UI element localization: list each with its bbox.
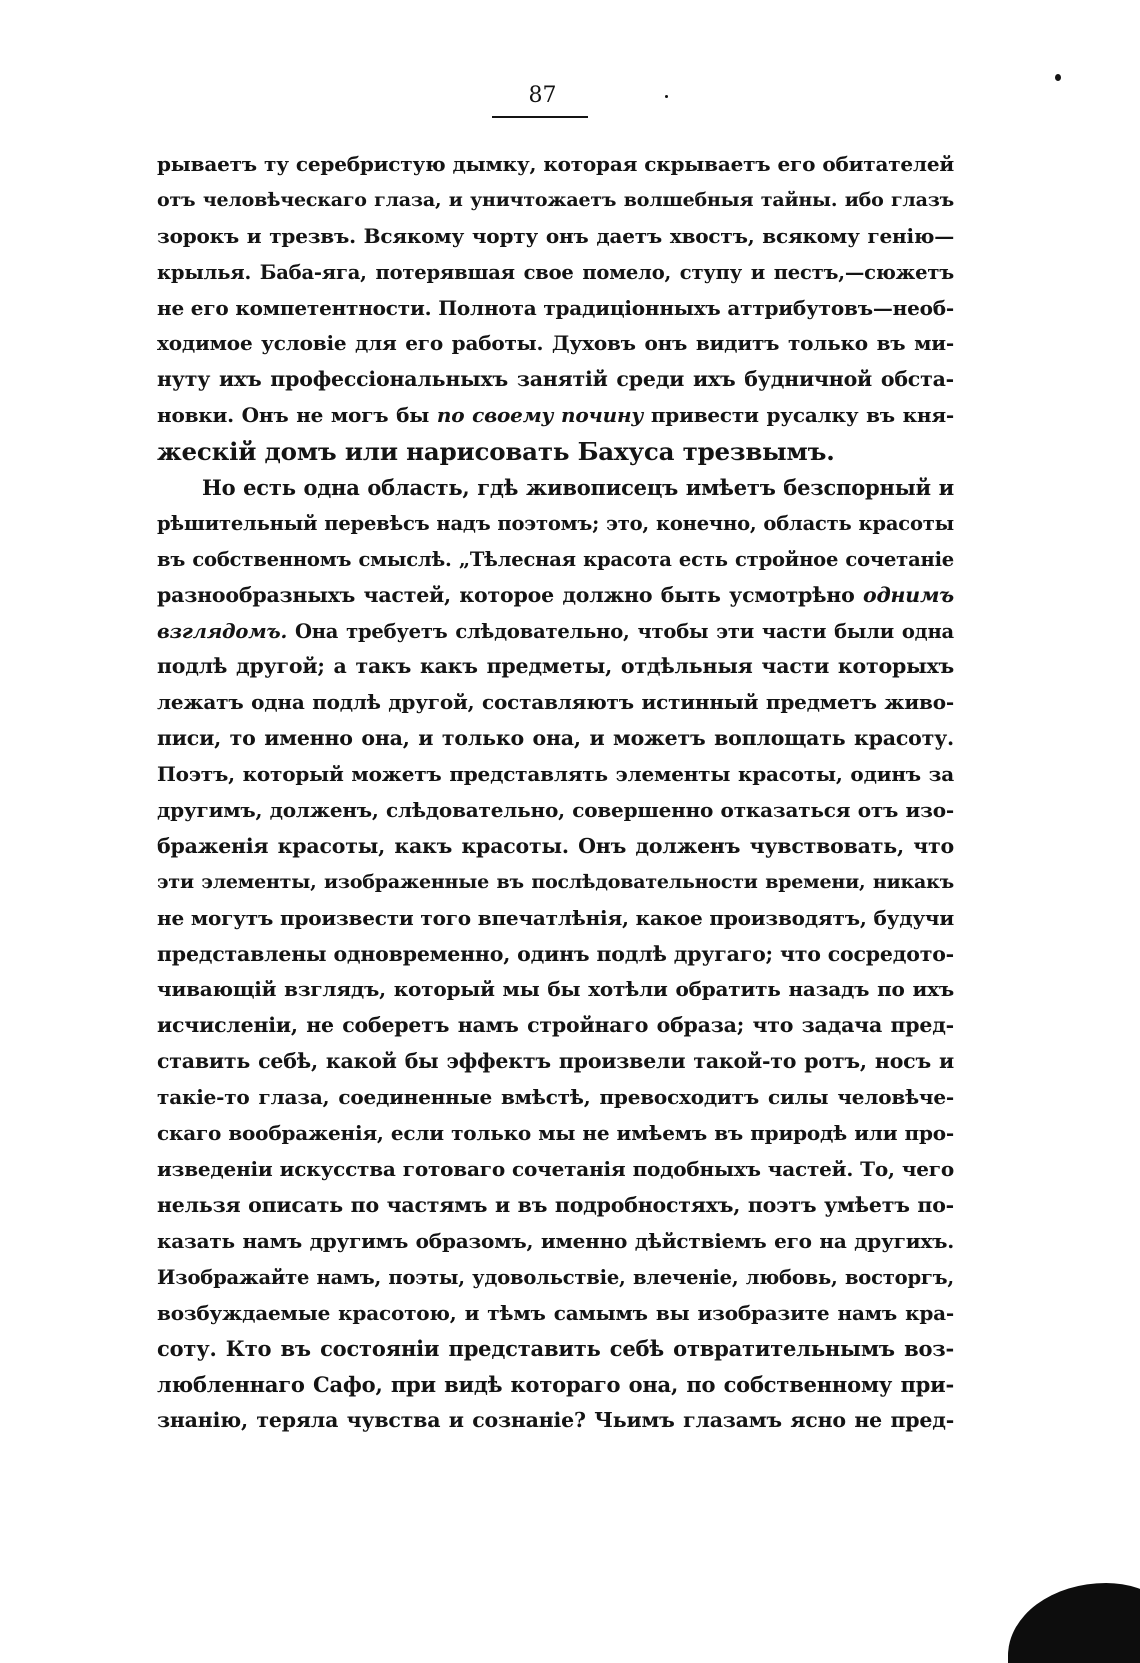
ink-speck xyxy=(1055,74,1061,81)
text-line: подлѣ другой; а такъ какъ предметы, отдѣльныя части которыхъ xyxy=(157,654,954,679)
text-line: соту. Кто въ состояніи представить себѣ отвратительнымъ воз- xyxy=(157,1336,954,1362)
text-line: въ собственномъ смыслѣ. „Тѣлесная красота есть стройное сочетаніе xyxy=(157,547,954,571)
text-line: любленнаго Сафо, при видѣ котораго она, по собственному при- xyxy=(157,1372,954,1398)
text-line: браженія красоты, какъ красоты. Онъ долженъ чувствовать, что xyxy=(157,833,954,858)
text-line: изведеніи искусства готоваго сочетанія подобныхъ частей. То, чего xyxy=(157,1156,954,1181)
text-line: ходимое условіе для его работы. Духовъ онъ видитъ только въ ми- xyxy=(157,331,954,356)
ink-speck xyxy=(665,95,668,98)
text-segment: разнообразныхъ частей, которое должно быть усмотрѣно xyxy=(157,582,855,607)
text-line xyxy=(157,578,954,614)
text-line: знанію, теряла чувства и сознаніе? Чьимъ глазамъ ясно не пред- xyxy=(157,1408,954,1433)
text-segment: привести русалку въ кня- xyxy=(650,403,955,428)
text-line: нуту ихъ профессіональныхъ занятій среди ихъ будничной обста- xyxy=(157,367,954,392)
body-text xyxy=(157,147,954,1439)
text-line: Поэтъ, который можетъ представлять элементы красоты, одинъ за xyxy=(157,762,954,787)
text-line: ставить себѣ, какой бы эффектъ произвели такой-то ротъ, носъ и xyxy=(157,1049,954,1074)
text-line: писи, то именно она, и только она, и можетъ воплощать красоту. xyxy=(157,726,954,751)
text-line: представлены одновременно, одинъ подлѣ другаго; что сосредото- xyxy=(157,941,954,966)
text-line: не могутъ произвести того впечатлѣнія, какое производятъ, будучи xyxy=(157,905,954,930)
text-line: эти элементы, изображенные въ послѣдовательности времени, никакъ xyxy=(157,870,954,893)
text-line: чивающій взглядъ, который мы бы хотѣли обратить назадъ по ихъ xyxy=(157,977,954,1002)
page-number: 87 xyxy=(528,83,557,108)
text-line: другимъ, долженъ, слѣдовательно, совершенно отказаться отъ изо- xyxy=(157,798,954,823)
page-number-rule xyxy=(492,116,588,118)
text-line: такіе-то глаза, соединенные вмѣстѣ, превосходитъ силы человѣче- xyxy=(157,1085,954,1110)
text-segment: новки. Онъ не могъ бы xyxy=(157,403,430,428)
text-line: скаго воображенія, если только мы не имѣемъ въ природѣ или про- xyxy=(157,1121,954,1146)
text-line: казать намъ другимъ образомъ, именно дѣйствіемъ его на другихъ. xyxy=(157,1228,954,1253)
text-line: Но есть одна область, гдѣ живописецъ имѣетъ безспорный и xyxy=(202,475,954,501)
text-line: крылья. Баба-яга, потерявшая свое помело, ступу и пестъ,—сюжетъ xyxy=(157,260,954,284)
text-line: зорокъ и трезвъ. Всякому чорту онъ даетъ хвостъ, всякому генію— xyxy=(157,223,954,248)
emphasis-text: однимъ xyxy=(863,582,954,607)
text-line: нельзя описать по частямъ и въ подробностяхъ, поэтъ умѣетъ по- xyxy=(157,1192,954,1217)
text-line: возбуждаемые красотою, и тѣмъ самымъ вы изобразите намъ кра- xyxy=(157,1300,954,1325)
text-line: исчисленіи, не соберетъ намъ стройнаго образа; что задача пред- xyxy=(157,1013,954,1038)
text-line: лежатъ одна подлѣ другой, составляютъ истинный предметъ живо- xyxy=(157,690,954,715)
text-line: не его компетентности. Полнота традиціонныхъ аттрибутовъ—необ- xyxy=(157,295,954,320)
text-line: рѣшительный перевѣсъ надъ поэтомъ; это, конечно, область красоты xyxy=(157,511,954,535)
text-line xyxy=(157,398,954,434)
text-line: рываетъ ту серебристую дымку, которая скрываетъ его обитателей xyxy=(157,152,954,176)
emphasis-text: взглядомъ. xyxy=(157,619,288,643)
text-line xyxy=(157,614,954,650)
text-segment: Она требуетъ слѣдовательно, чтобы эти части были одна xyxy=(294,619,954,643)
text-line: жескій домъ или нарисовать Бахуса трезвымъ. xyxy=(157,437,835,467)
ink-blot xyxy=(1008,1583,1140,1663)
emphasis-text: по своему почину xyxy=(436,403,644,428)
text-line: Изображайте намъ, поэты, удовольствіе, влеченіе, любовь, восторгъ, xyxy=(157,1265,954,1289)
text-line: отъ человѣческаго глаза, и уничтожаетъ волшебныя тайны. ибо глазъ xyxy=(157,188,954,211)
